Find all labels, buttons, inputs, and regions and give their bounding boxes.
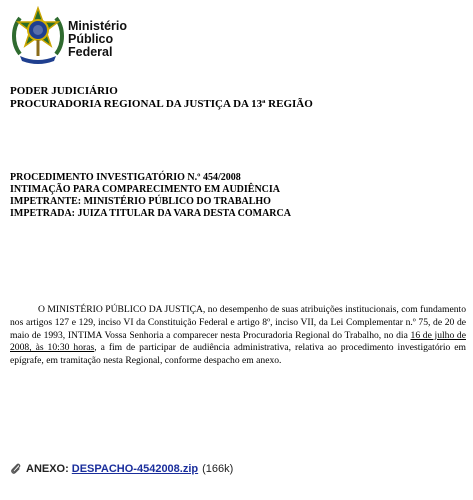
attachment-row [10, 462, 233, 476]
procedure-block [10, 172, 291, 220]
body-text-part-2: , a fim de participar de audiência administrativa, relativa ao procedimento investigatório em epígrafe, em tramitação nesta Regional, conforme despacho em anexo. [10, 342, 467, 367]
procedure-plaintiff: IMPETRANTE: MINISTÉRIO PÚBLICO DO TRABALHO [10, 196, 271, 207]
body-paragraph [10, 304, 466, 368]
logo-line-1: Ministério [68, 19, 128, 33]
logo-text [68, 20, 127, 59]
procedure-subject: INTIMAÇÃO PARA COMPARECIMENTO EM AUDIÊNCIA [10, 184, 281, 195]
attachment-size: (166k) [202, 463, 234, 475]
procedure-defendant: IMPETRADA: JUIZA TITULAR DA VARA DESTA COMARCA [10, 208, 291, 219]
attachment-link[interactable]: DESPACHO-4542008.zip [71, 463, 199, 475]
hearing-date: 16 de julho de 2008, às 10:30 horas [10, 329, 466, 354]
header-line-2: PROCURADORIA REGIONAL DA JUSTIÇA DA 13ª REGIÃO [10, 98, 313, 110]
attachment-label: ANEXO: [26, 463, 69, 475]
header-line-1: PODER JUDICIÁRIO [10, 85, 118, 97]
logo-line-3: Federal [68, 45, 113, 59]
body-text-part-1: O MINISTÉRIO PÚBLICO DA JUSTIÇA, no desempenho de suas atribuições institucionais, com fundamento nos artigos 127 e 129, inciso VI da Constituição Federal e artigo 8º, inciso VII, da Lei Complementar n.º 75, de 20 de maio de 1993, INTIMA Vossa Senhoria a comparecer nesta Procuradoria Regional do Trabalho, no dia [10, 304, 466, 341]
paperclip-icon [10, 462, 22, 476]
procedure-number: PROCEDIMENTO INVESTIGATÓRIO N.º 454/2008 [10, 172, 241, 183]
coat-of-arms-icon [10, 6, 66, 66]
logo-line-2: Público [68, 32, 114, 46]
document-header [10, 85, 313, 111]
